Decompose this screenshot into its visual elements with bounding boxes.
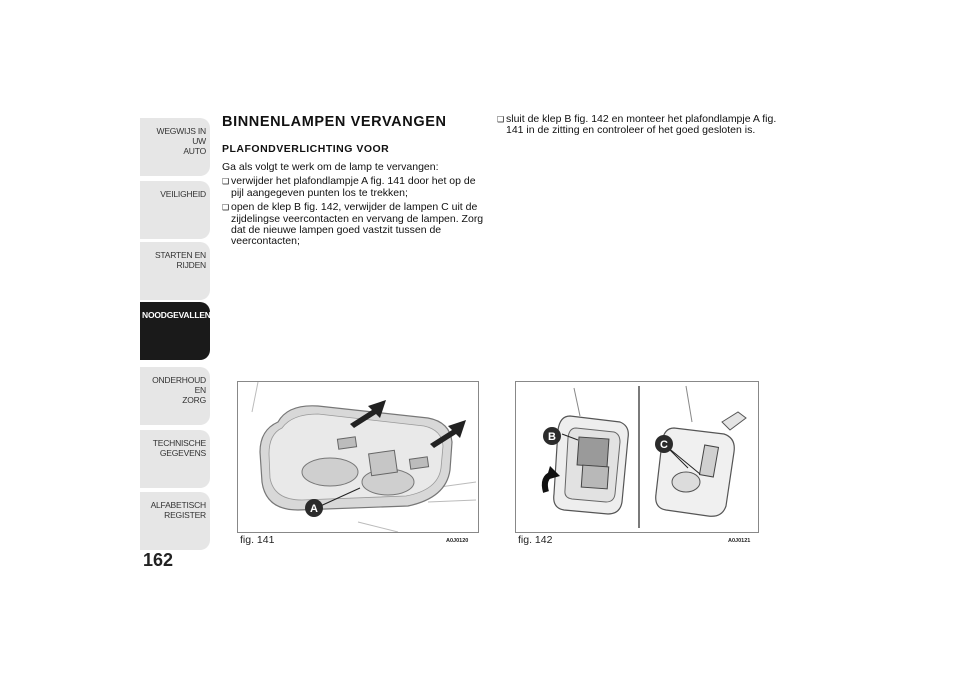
step-item xyxy=(497,114,777,137)
arrow-icon xyxy=(348,398,388,428)
figure-141-caption: fig. 141 xyxy=(240,534,275,546)
step-text: ❑ open de klep B fig. 142, verwijder de lampen C uit de zijdelingse veercontacten en vervang de lampen. Zorg dat de nieuwe lampen goed vastzit tussen de veercontacten; xyxy=(231,201,484,248)
nav-tab-label: VEILIGHEID xyxy=(160,189,206,199)
callout-a-icon xyxy=(304,498,324,518)
figure-141-code: A0J0120 xyxy=(446,538,469,544)
nav-tab-label: TECHNISCHE GEGEVENS xyxy=(152,438,206,458)
callout-b-icon xyxy=(542,426,562,446)
callout-c-icon xyxy=(654,434,674,454)
figure-142 xyxy=(515,381,759,533)
instructions-column-1 xyxy=(222,162,488,251)
callout-a-label: A xyxy=(310,503,318,515)
page-number: 162 xyxy=(143,550,174,570)
figure-142-code: A0J0121 xyxy=(728,538,751,544)
intro-text: Ga als volgt te werk om de lamp te vervangen: xyxy=(222,161,439,173)
step-text: ❑ verwijder het plafondlampje A fig. 141 door het op de pijl aangegeven punten los te trekken; xyxy=(231,175,476,199)
nav-tab-label: ALFABETISCH REGISTER xyxy=(150,500,206,520)
instructions-column-2 xyxy=(497,114,777,140)
nav-tab-label: WEGWIJS IN UW AUTO xyxy=(156,126,206,156)
nav-tab-onderhoud[interactable] xyxy=(140,367,210,425)
nav-tab-starten[interactable] xyxy=(140,242,210,300)
nav-tab-wegwijs[interactable] xyxy=(140,118,210,176)
nav-tab-alfabetisch[interactable] xyxy=(140,492,210,550)
callout-c-label: C xyxy=(660,439,668,451)
nav-tab-label: ONDERHOUD EN ZORG xyxy=(152,375,206,405)
section-subheading: PLAFONDVERLICHTING VOOR xyxy=(222,143,390,155)
figure-141 xyxy=(237,381,479,533)
nav-tab-label: STARTEN EN RIJDEN xyxy=(154,250,206,270)
step-item xyxy=(222,176,488,199)
step-item xyxy=(222,202,488,248)
nav-tab-veiligheid[interactable] xyxy=(140,181,210,239)
lamp-housing-illustration xyxy=(516,382,758,532)
section-heading: BINNENLAMPEN VERVANGEN xyxy=(222,114,447,130)
callout-b-label: B xyxy=(548,431,556,443)
arrow-icon xyxy=(428,418,468,448)
nav-tab-label: NOODGEVALLEN xyxy=(142,310,211,320)
step-text: ❑ sluit de klep B fig. 142 en monteer het plafondlampje A fig. 141 in de zitting en controleer of het goed gesloten is. xyxy=(506,113,777,137)
nav-tab-noodgevallen[interactable] xyxy=(140,302,210,360)
figure-142-caption: fig. 142 xyxy=(518,534,553,546)
nav-tab-technische[interactable] xyxy=(140,430,210,488)
